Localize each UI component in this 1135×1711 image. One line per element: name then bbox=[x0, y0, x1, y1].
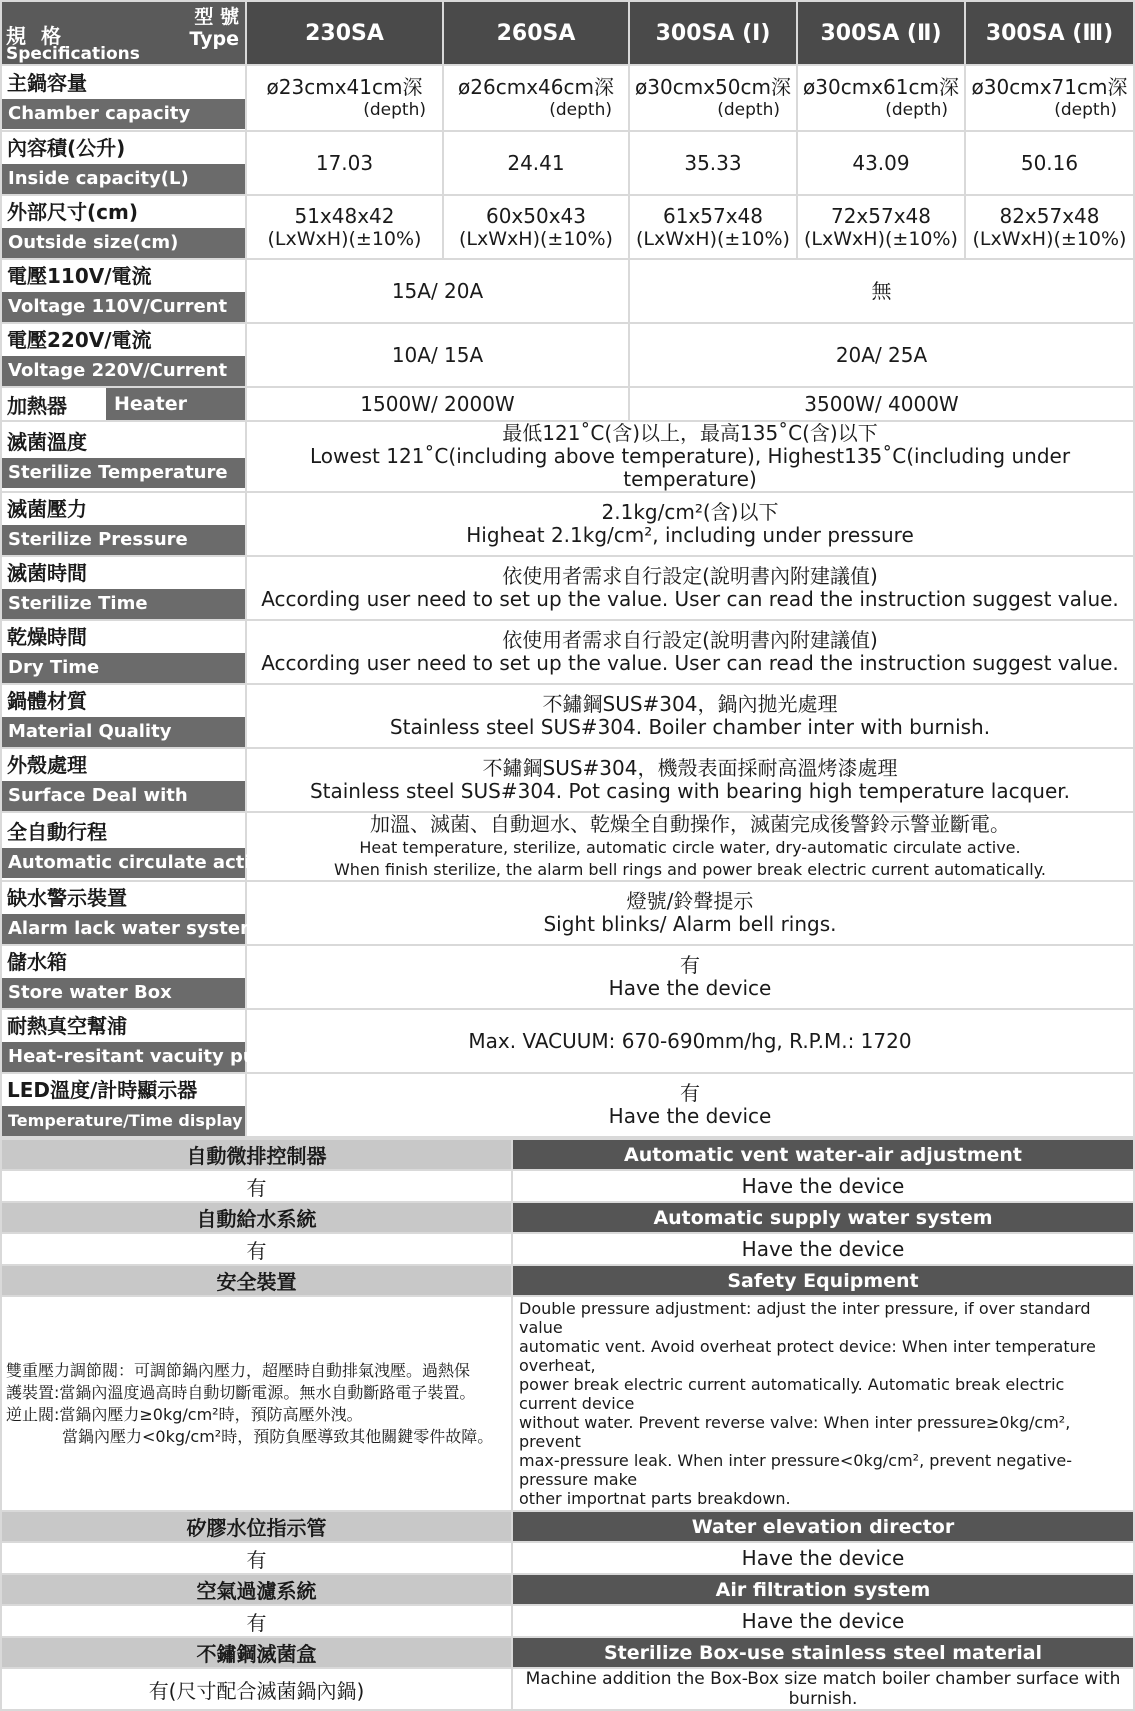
label-zh: 外殼處理 bbox=[7, 753, 87, 777]
value: 61x57x48 bbox=[662, 203, 764, 228]
cell bbox=[797, 65, 965, 131]
label-zh: 全自動行程 bbox=[7, 819, 107, 844]
value-sub: (depth) bbox=[549, 99, 612, 120]
feature-en: Air filtration system bbox=[512, 1574, 1134, 1605]
cell: 43.09 bbox=[797, 131, 965, 195]
value-en: Have the device bbox=[512, 1233, 1134, 1265]
label-en: Inside capacity(L) bbox=[2, 164, 245, 194]
value-sub: (depth) bbox=[1054, 99, 1117, 120]
row-label bbox=[1, 492, 246, 556]
row-alarm bbox=[1, 881, 1134, 945]
feature-value bbox=[1, 1233, 1134, 1265]
cell bbox=[246, 421, 1134, 492]
row-label bbox=[1, 387, 246, 421]
row-inside bbox=[1, 131, 1134, 195]
value: 60x50x43 bbox=[485, 203, 587, 228]
value-zh: 加溫、滅菌、自動迴水、乾燥全自動操作，滅菌完成後警鈴示警並斷電。 bbox=[370, 812, 1010, 836]
value: ø26cmx46cm深 bbox=[458, 74, 614, 99]
model-header: 300SA (Ⅱ) bbox=[797, 1, 965, 65]
row-label bbox=[1, 556, 246, 620]
label-zh: 乾燥時間 bbox=[7, 625, 87, 649]
value-sub: (depth) bbox=[363, 99, 426, 120]
row-heater bbox=[1, 387, 1134, 421]
features-table bbox=[0, 1138, 1135, 1711]
model-header: 300SA (Ⅲ) bbox=[965, 1, 1134, 65]
value-en: Have the device bbox=[512, 1542, 1134, 1574]
value-en-2: When finish sterilize, the alarm bell rings and power break electric current automatically. bbox=[333, 860, 1047, 879]
value-zh: 有 bbox=[680, 1081, 700, 1105]
feature-header bbox=[1, 1202, 1134, 1233]
row-label bbox=[1, 945, 246, 1009]
row-label bbox=[1, 1073, 283, 1137]
label-en: Temperature/Time display LED bbox=[2, 1106, 245, 1136]
cell bbox=[246, 492, 1134, 556]
feature-header bbox=[1, 1139, 1134, 1170]
cell bbox=[629, 195, 797, 259]
type-zh: 型 號 bbox=[194, 6, 239, 28]
value-en: Machine addition the Box-Box size match boiler chamber surface with burnish. bbox=[512, 1668, 1134, 1710]
value-en: Sight blinks/ Alarm bell rings. bbox=[543, 912, 837, 936]
label-en: Automatic circulate active bbox=[2, 848, 245, 878]
value-zh: 不鏽鋼SUS#304，機殼表面採耐高溫烤漆處理 bbox=[482, 756, 898, 780]
safety-zh-line: 當鍋內壓力<0kg/cm²時，預防負壓導致其他關鍵零件故障。 bbox=[62, 1426, 494, 1446]
feature-value bbox=[1, 1605, 1134, 1637]
cell: 50.16 bbox=[965, 131, 1134, 195]
label-en: Heater bbox=[106, 388, 245, 420]
row-label bbox=[1, 131, 246, 195]
value-en: Stainless steel SUS#304. Pot casing with bearing high temperature lacquer. bbox=[309, 779, 1071, 803]
model-header: 230SA bbox=[246, 1, 443, 65]
row-time bbox=[1, 556, 1134, 620]
row-dry bbox=[1, 620, 1134, 684]
cell bbox=[246, 620, 1134, 684]
feature-header bbox=[1, 1265, 1134, 1296]
row-pressure bbox=[1, 492, 1134, 556]
feature-value bbox=[1, 1542, 1134, 1574]
feature-zh: 矽膠水位指示管 bbox=[1, 1511, 512, 1542]
row-pump bbox=[1, 1009, 1134, 1073]
label-en: Sterilize Time bbox=[2, 589, 245, 619]
value-zh: 有 bbox=[680, 953, 700, 977]
label-en: Dry Time bbox=[2, 653, 245, 683]
value-zh: 2.1kg/cm²(含)以下 bbox=[601, 500, 779, 524]
model-header: 300SA (Ⅰ) bbox=[629, 1, 797, 65]
value-en: Have the device bbox=[512, 1605, 1134, 1637]
cell: 3500W/ 4000W bbox=[629, 387, 1134, 421]
value-sub: (LxWxH)(±10%) bbox=[804, 227, 958, 250]
cell bbox=[246, 748, 1134, 812]
cell bbox=[629, 65, 797, 131]
cell bbox=[443, 65, 629, 131]
cell: 10A/ 15A bbox=[246, 323, 629, 387]
value-en: Have the device bbox=[608, 1104, 772, 1128]
row-v220 bbox=[1, 323, 1134, 387]
value-en: Lowest 121˚C(including above temperature), Highest135˚C(including under temperature) bbox=[309, 444, 1071, 491]
feature-header bbox=[1, 1637, 1134, 1668]
value-sub: (depth) bbox=[885, 99, 948, 120]
label-en: Voltage 110V/Current bbox=[2, 292, 245, 322]
value-zh: 有(尺寸配合滅菌鍋內鍋) bbox=[1, 1668, 512, 1710]
label-zh: 加熱器 bbox=[7, 393, 67, 418]
safety-en bbox=[512, 1296, 1134, 1511]
feature-zh: 空氣過濾系統 bbox=[1, 1574, 512, 1605]
feature-value bbox=[1, 1668, 1134, 1710]
value-en: According user need to set up the value. User can read the instruction suggest value. bbox=[261, 651, 1119, 675]
label-zh: 滅菌時間 bbox=[7, 561, 87, 585]
row-label bbox=[1, 620, 246, 684]
feature-zh: 安全裝置 bbox=[1, 1265, 512, 1296]
header-corner bbox=[1, 1, 246, 65]
row-label bbox=[1, 748, 246, 812]
row-chamber bbox=[1, 65, 1134, 131]
value-en: According user need to set up the value. User can read the instruction suggest value. bbox=[261, 587, 1119, 611]
label-en: Surface Deal with bbox=[2, 781, 245, 811]
label-en: Sterilize Temperature bbox=[2, 458, 245, 488]
cell: 17.03 bbox=[246, 131, 443, 195]
label-zh: 滅菌溫度 bbox=[7, 429, 87, 454]
value-en: Have the device bbox=[512, 1170, 1134, 1202]
row-temp bbox=[1, 421, 1134, 492]
label-en: Material Quality bbox=[2, 717, 245, 747]
cell: Max. VACUUM: 670-690mm/hg, R.P.M.: 1720 bbox=[246, 1009, 1134, 1073]
cell bbox=[246, 812, 1134, 881]
cell bbox=[246, 556, 1134, 620]
cell: 1500W/ 2000W bbox=[246, 387, 629, 421]
value: ø23cmx41cm深 bbox=[266, 74, 423, 99]
label-en: Heat-resitant vacuity pump bbox=[2, 1042, 245, 1072]
value: 51x48x42 bbox=[294, 203, 395, 228]
row-outside bbox=[1, 195, 1134, 259]
label-zh: 耐熱真空幫浦 bbox=[7, 1014, 127, 1038]
label-zh: 電壓220V/電流 bbox=[7, 328, 152, 352]
safety-en-line: max-pressure leak. When inter pressure<0kg/cm², prevent negative-pressure make bbox=[519, 1451, 1073, 1489]
feature-en: Automatic vent water-air adjustment bbox=[512, 1139, 1134, 1170]
value-sub: (LxWxH)(±10%) bbox=[267, 227, 422, 250]
row-led bbox=[1, 1073, 1134, 1137]
feature-zh: 不鏽鋼滅菌盒 bbox=[1, 1637, 512, 1668]
value-zh: 最低121˚C(含)以上，最高135˚C(含)以下 bbox=[502, 421, 878, 445]
row-label bbox=[1, 812, 275, 881]
label-zh: 缺水警示裝置 bbox=[7, 886, 127, 910]
cell bbox=[965, 195, 1134, 259]
feature-zh: 自動微排控制器 bbox=[1, 1139, 512, 1170]
value-zh: 有 bbox=[1, 1170, 512, 1202]
safety-zh-line: 護裝置:當鍋內溫度過高時自動切斷電源。無水自動斷路電子裝置。 bbox=[6, 1382, 476, 1402]
safety-zh bbox=[1, 1296, 512, 1511]
row-label bbox=[1, 1009, 288, 1073]
cell bbox=[965, 65, 1134, 131]
label-en: Outside size(cm) bbox=[2, 228, 245, 258]
cell: 15A/ 20A bbox=[246, 259, 629, 323]
cell bbox=[246, 945, 1134, 1009]
feature-zh: 自動給水系統 bbox=[1, 1202, 512, 1233]
value-en: Stainless steel SUS#304. Boiler chamber inter with burnish. bbox=[389, 715, 991, 739]
safety-en-line: automatic vent. Avoid overheat protect device: When inter temperature overheat, bbox=[519, 1337, 1096, 1375]
cell: 無 bbox=[629, 259, 1134, 323]
feature-header bbox=[1, 1511, 1134, 1542]
value-sub: (LxWxH)(±10%) bbox=[459, 227, 613, 250]
feature-en: Sterilize Box-use stainless steel material bbox=[512, 1637, 1134, 1668]
label-en: Voltage 220V/Current bbox=[2, 356, 245, 386]
row-material bbox=[1, 684, 1134, 748]
row-label bbox=[1, 881, 259, 945]
safety-en-line: without water. Prevent reverse valve: When inter pressure≥0kg/cm², prevent bbox=[519, 1413, 1071, 1451]
value: 82x57x48 bbox=[999, 203, 1100, 228]
label-zh: 主鍋容量 bbox=[7, 71, 87, 95]
label-zh: 鍋體材質 bbox=[7, 689, 87, 713]
label-zh: LED溫度/計時顯示器 bbox=[7, 1078, 198, 1102]
model-header: 260SA bbox=[443, 1, 629, 65]
label-en: Store water Box bbox=[2, 978, 245, 1008]
value-zh: 依使用者需求自行設定(說明書內附建議值) bbox=[502, 564, 878, 588]
label-zh: 儲水箱 bbox=[7, 950, 67, 974]
cell bbox=[246, 65, 443, 131]
row-label bbox=[1, 421, 246, 492]
cell bbox=[246, 881, 1134, 945]
value-zh: 有 bbox=[1, 1542, 512, 1574]
value-en: Heat temperature, sterilize, automatic circle water, dry-automatic circulate active. bbox=[359, 838, 1021, 857]
row-surface bbox=[1, 748, 1134, 812]
value: 72x57x48 bbox=[830, 203, 932, 228]
label-en: Chamber capacity bbox=[2, 99, 245, 129]
value-zh: 有 bbox=[1, 1605, 512, 1637]
cell bbox=[246, 1073, 1134, 1137]
type-label bbox=[189, 6, 239, 50]
row-store bbox=[1, 945, 1134, 1009]
value-zh: 有 bbox=[1, 1233, 512, 1265]
label-en: Alarm lack water system bbox=[2, 914, 245, 944]
row-label bbox=[1, 65, 246, 131]
value: ø30cmx71cm深 bbox=[971, 74, 1128, 99]
label-zh: 電壓110V/電流 bbox=[7, 264, 152, 288]
safety-en-line: power break electric current automatically. Automatic break electric current device bbox=[519, 1375, 1065, 1413]
row-label bbox=[1, 195, 246, 259]
row-label bbox=[1, 684, 246, 748]
feature-en: Automatic supply water system bbox=[512, 1202, 1134, 1233]
value: ø30cmx61cm深 bbox=[803, 74, 959, 99]
feature-en: Water elevation director bbox=[512, 1511, 1134, 1542]
value-en: Higheat 2.1kg/cm², including under pressure bbox=[466, 523, 914, 547]
feature-value bbox=[1, 1296, 1134, 1511]
value: ø30cmx50cm深 bbox=[635, 74, 791, 99]
spec-en: Specifications bbox=[6, 44, 140, 64]
feature-value bbox=[1, 1170, 1134, 1202]
feature-en: Safety Equipment bbox=[512, 1265, 1134, 1296]
cell: 35.33 bbox=[629, 131, 797, 195]
cell bbox=[246, 684, 1134, 748]
cell: 20A/ 25A bbox=[629, 323, 1134, 387]
value-sub: (depth) bbox=[717, 99, 780, 120]
label-zh: 內容積(公升) bbox=[7, 136, 126, 160]
safety-zh-line: 雙重壓力調節閥：可調節鍋內壓力，超壓時自動排氣洩壓。過熱保 bbox=[6, 1360, 471, 1380]
label-zh: 滅菌壓力 bbox=[7, 497, 87, 521]
value-zh: 不鏽鋼SUS#304，鍋內拋光處理 bbox=[542, 692, 838, 716]
value-sub: (LxWxH)(±10%) bbox=[636, 227, 790, 250]
row-auto bbox=[1, 812, 1134, 881]
safety-en-line: other importnat parts breakdown. bbox=[519, 1489, 791, 1508]
value-zh: 依使用者需求自行設定(說明書內附建議值) bbox=[502, 628, 878, 652]
cell bbox=[443, 195, 629, 259]
cell bbox=[797, 195, 965, 259]
spec-zh: 規 格 bbox=[6, 24, 65, 48]
cell: 24.41 bbox=[443, 131, 629, 195]
row-label bbox=[1, 259, 246, 323]
value-zh: 燈號/鈴聲提示 bbox=[626, 889, 754, 913]
value-sub: (LxWxH)(±10%) bbox=[972, 227, 1127, 250]
type-en: Type bbox=[189, 28, 239, 50]
safety-en-line: Double pressure adjustment: adjust the inter pressure, if over standard value bbox=[519, 1299, 1091, 1337]
cell bbox=[246, 195, 443, 259]
label-en: Sterilize Pressure bbox=[2, 525, 245, 555]
value-en: Have the device bbox=[608, 976, 772, 1000]
row-label bbox=[1, 323, 246, 387]
safety-zh-line: 逆止閥:當鍋內壓力≥0kg/cm²時，預防高壓外洩。 bbox=[6, 1404, 363, 1424]
label-zh: 外部尺寸(cm) bbox=[7, 200, 138, 224]
feature-header bbox=[1, 1574, 1134, 1605]
row-v110 bbox=[1, 259, 1134, 323]
